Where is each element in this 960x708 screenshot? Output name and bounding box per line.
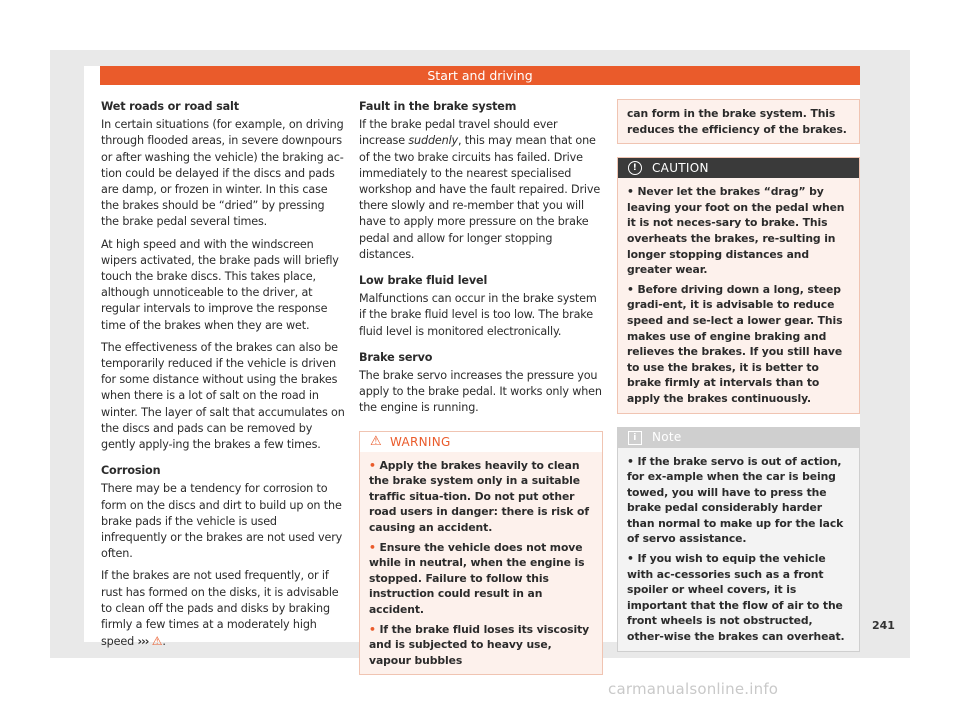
warning-triangle-icon[interactable]: ⚠ bbox=[151, 634, 163, 649]
warning-title: WARNING bbox=[389, 434, 451, 449]
emphasis-text: suddenly bbox=[408, 134, 458, 148]
paragraph bbox=[359, 117, 603, 263]
paragraph bbox=[101, 568, 345, 650]
warning-triangle-icon: ⚠ bbox=[370, 433, 382, 449]
note-item: • If you wish to equip the vehicle with ac-cessories such as a front spoiler or wheel covers, it is important that the flow of air to the front wheels is not obstructed, other-wise the brakes can overheat. bbox=[627, 552, 845, 644]
paragraph: The effectiveness of the brakes can also be temporarily reduced if the vehicle is driven for some distance without using the brakes when there is a lot of salt on the road in winter. The layer of salt that accumulates on the discs and pads can be removed by gently apply-ing the brakes a few times. bbox=[101, 340, 345, 452]
warning-body bbox=[360, 452, 602, 675]
paragraph: At high speed and with the windscreen wipers activated, the brake pads will briefly touch the brake discs. This takes place, although unnoticeable to the driver, at regular intervals to improve the response time of the brakes when they are wet. bbox=[101, 237, 339, 332]
heading-low-brake-fluid: Low brake fluid level bbox=[359, 274, 488, 288]
paragraph-text: If the brake pedal travel should ever increase bbox=[359, 118, 558, 148]
caution-body bbox=[618, 178, 859, 412]
note-body bbox=[618, 448, 859, 651]
warning-box-continued bbox=[617, 99, 860, 144]
caution-icon: ! bbox=[628, 161, 642, 175]
note-title: Note bbox=[652, 430, 682, 445]
heading-wet-roads: Wet roads or road salt bbox=[101, 100, 239, 113]
column-right bbox=[617, 99, 860, 652]
heading-brake-servo: Brake servo bbox=[359, 350, 433, 364]
info-icon: i bbox=[628, 431, 642, 445]
paragraph: The brake servo increases the pressure you apply to the brake pedal. It works only when the engine is running. bbox=[359, 369, 602, 415]
warning-item: • Apply the brakes heavily to clean the brake system only in a suitable traffic situa-tion. Do not put other road users in danger: there is risk of causing an accident. bbox=[369, 458, 589, 535]
heading-fault-brake-system: Fault in the brake system bbox=[359, 100, 517, 113]
column-middle bbox=[359, 99, 603, 675]
note-box bbox=[617, 427, 860, 652]
warning-continued-text: can form in the brake system. This reduces the efficiency of the brakes. bbox=[627, 107, 847, 136]
warning-item: • Ensure the vehicle does not move while in neutral, when the engine is stopped. Failure to follow this instruction could result in an accident. bbox=[369, 540, 585, 616]
paragraph: Malfunctions can occur in the brake system if the brake fluid level is too low. The brake fluid level is monitored electronically. bbox=[359, 292, 597, 338]
warning-box bbox=[359, 431, 603, 676]
page-number: 241 bbox=[872, 619, 895, 632]
paragraph: There may be a tendency for corrosion to form on the discs and dirt to build up on the brake pads if the vehicle is used infrequently or the brakes are not used very often. bbox=[101, 482, 343, 561]
caution-item: • Never let the brakes “drag” by leaving your foot on the pedal when it is not neces-sary to brake. This overheats the brakes, re-sulting in longer stopping distances and greater wear. bbox=[627, 185, 845, 277]
section-header: Start and driving bbox=[100, 66, 860, 85]
watermark: carmanualsonline.info bbox=[608, 680, 779, 698]
heading-corrosion: Corrosion bbox=[101, 464, 161, 478]
note-header bbox=[618, 428, 859, 448]
column-left bbox=[101, 99, 345, 657]
paragraph: In certain situations (for example, on driving through flooded areas, in severe downpours or after washing the vehicle) the braking ac-tion could be delayed if the discs and pads are damp, or frozen in winter. In this case the brakes should be “dried” by pressing the brake pedal several times. bbox=[101, 118, 344, 229]
cross-reference-arrows[interactable]: ››› bbox=[137, 635, 149, 649]
paragraph-end: . bbox=[162, 635, 166, 649]
warning-header bbox=[360, 432, 602, 452]
paragraph-text: , this may mean that one of the two brake circuits has failed. Drive immediately to the nearest specialised workshop and have the fault repaired. Drive there slowly and re-member that you will have to apply more pressure on the brake pedal and allow for longer stopping distances. bbox=[359, 134, 601, 261]
caution-title: CAUTION bbox=[652, 161, 709, 176]
paragraph-text: If the brakes are not used frequently, or if rust has formed on the disks, it is advisable to clean off the pads and disks by braking firmly a few times at a moderately high speed bbox=[101, 569, 339, 649]
caution-box bbox=[617, 157, 860, 413]
caution-header bbox=[618, 158, 859, 178]
caution-item: • Before driving down a long, steep gradi-ent, it is advisable to reduce speed and se-lect a lower gear. This makes use of engine braking and relieves the brakes. If you still have to use the brakes, it is better to brake firmly at intervals than to apply the brakes continuously. bbox=[627, 282, 843, 405]
warning-item: • If the brake fluid loses its viscosity and is subjected to heavy use, vapour bubbles bbox=[369, 622, 590, 667]
note-item: • If the brake servo is out of action, for ex-ample when the car is being towed, you will have to press the brake pedal considerably harder than normal to make up for the lack of servo assistance. bbox=[627, 454, 844, 546]
